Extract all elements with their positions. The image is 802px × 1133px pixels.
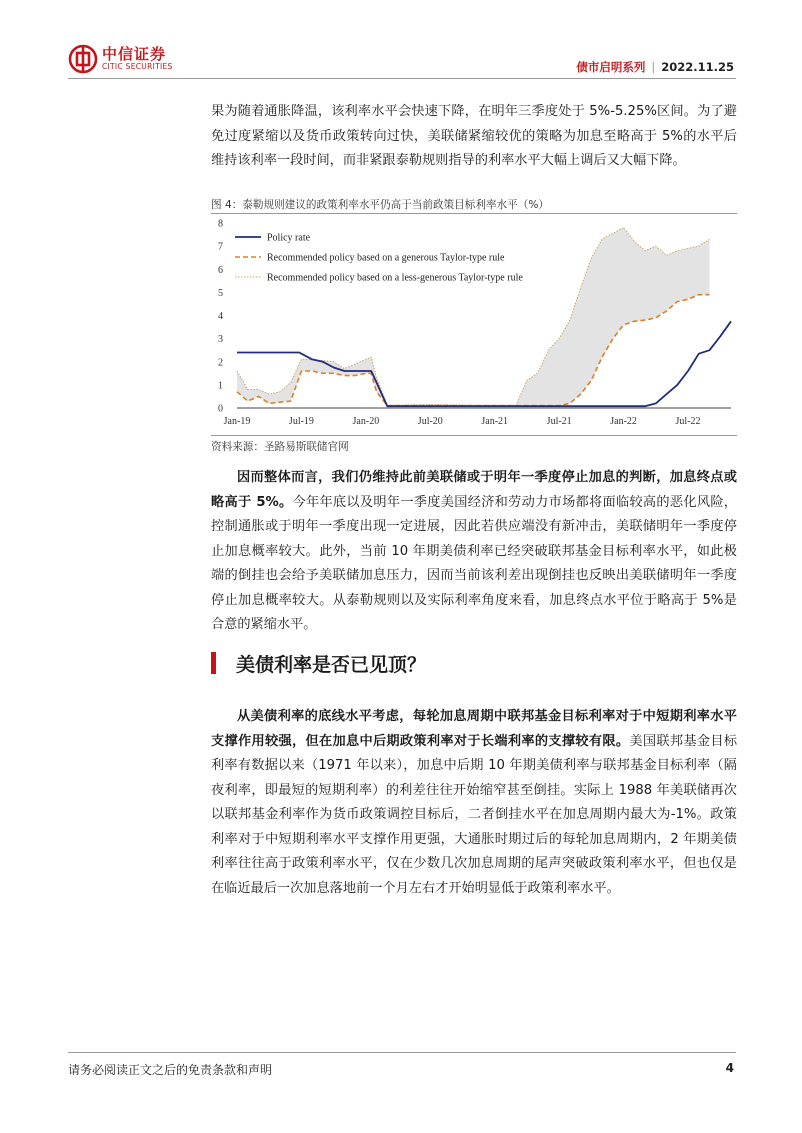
y-tick-label: 8 — [218, 218, 223, 230]
y-tick-label: 4 — [218, 311, 223, 322]
y-tick-label: 1 — [218, 380, 223, 392]
report-series: 债市启明系列 — [576, 60, 646, 74]
paragraph-2-bold: 因而整体而言，我们仍维持此前美联储或于明年一季度停止加息的判断，加息终点或略高于 5%。 — [211, 470, 737, 510]
paragraph-1: 果为随着通胀降温，该利率水平会快速下降，在明年三季度处于 5%-5.25%区间。为了避免过度紧缩以及货币政策转向过快，美联储紧缩较优的策略为加息至略高于 5%的水平后维持该利率一段时间，而非紧跟泰勒规则指导的利率水平大幅上调后又大幅下降。 — [211, 104, 737, 168]
citic-logo — [68, 40, 188, 80]
x-tick-label: Jul-22 — [675, 416, 701, 427]
paragraph-2-rest: 今年年底以及明年一季度美国经济和劳动力市场都将面临较高的恶化风险，控制通胀或于明年一季度出现一定进展，因此若供应端没有新冲击，美联储明年一季度停止加息概率较大。此外，当前 10 年期美债利率已经突破联邦基金目标利率水平，如此极端的倒挂也会给予美联储加息压力，因而当前该利差出现倒挂也反映出美联储明年一季度停止加息概率较大。从泰勒规则以及实际利率角度来看，加息终点水平位于略高于 5%是合意的紧缩水平。 — [211, 494, 737, 632]
section-marker — [211, 652, 216, 674]
x-tick-label: Jul-20 — [417, 416, 443, 427]
footer-disclaimer: 请务必阅读正文之后的免责条款和声明 — [68, 1063, 273, 1077]
x-tick-label: Jan-20 — [352, 416, 380, 427]
legend-label: Policy rate — [267, 232, 311, 244]
figure-bottom-rule — [211, 435, 737, 436]
legend-label: Recommended policy based on a generous Taylor-type rule — [267, 252, 505, 264]
paragraph-2 — [211, 466, 737, 638]
taylor-rule-chart — [211, 215, 737, 435]
footer-divider — [68, 1052, 736, 1053]
y-tick-label: 5 — [218, 287, 223, 299]
x-tick-label: Jan-19 — [223, 416, 251, 427]
x-tick-label: Jan-21 — [481, 416, 509, 427]
page-number: 4 — [725, 1061, 734, 1075]
header-divider — [68, 78, 736, 79]
page-header — [0, 0, 802, 80]
paragraph-3-rest: 美国联邦基金目标利率有数据以来（1971 年以来），加息中后期 10 年期美债利率与联邦基金目标利率（隔夜利率，即最短的短期利率）的利差往往开始缩窄甚至倒挂。实际上 1988 年美联储再次以联邦基金利率作为货币政策调控目标后，二者倒挂水平在加息周期内最大为-1%。政策利率对于中短期利率水平支撑作用更强，大通胀时期过后的每轮加息周期内，2 年期美债利率往往高于政策利率水平，仅在少数几次加息周期的尾声突破政策利率水平，但也仅是在临近最后一次加息落地前一个月左右才开始明显低于政策利率水平。 — [211, 733, 738, 896]
y-tick-label: 3 — [218, 334, 223, 346]
report-date: 2022.11.25 — [661, 60, 734, 74]
section-title: 美债利率是否已见顶？ — [236, 654, 427, 676]
paragraph-3-bold: 从美债利率的底线水平考虑，每轮加息周期中联邦基金目标利率对于中短期利率水平支撑作用较强，但在加息中后期政策利率对于长端利率的支撑较有限。 — [211, 709, 737, 749]
citic-logo-icon — [68, 44, 98, 74]
figure-title: 图 4：泰勒规则建议的政策利率水平仍高于当前政策目标利率水平（%） — [211, 199, 549, 211]
logo-en-text: CITIC SECURITIES — [102, 62, 173, 71]
paragraph-3 — [211, 705, 737, 901]
x-tick-label: Jul-19 — [288, 416, 314, 427]
header-report-info — [576, 59, 734, 75]
logo-cn-text: 中信证券 — [102, 45, 167, 63]
y-tick-label: 2 — [218, 357, 223, 369]
header-separator: | — [651, 60, 656, 74]
y-tick-label: 6 — [218, 264, 223, 276]
y-tick-label: 0 — [218, 403, 223, 415]
x-tick-label: Jan-22 — [610, 416, 637, 427]
figure-top-rule — [211, 213, 737, 214]
x-tick-label: Jul-21 — [546, 416, 572, 427]
legend-label: Recommended policy based on a less-generous Taylor-type rule — [267, 272, 523, 284]
figure-source: 资料来源：圣路易斯联储官网 — [211, 441, 349, 453]
y-tick-label: 7 — [218, 241, 223, 253]
